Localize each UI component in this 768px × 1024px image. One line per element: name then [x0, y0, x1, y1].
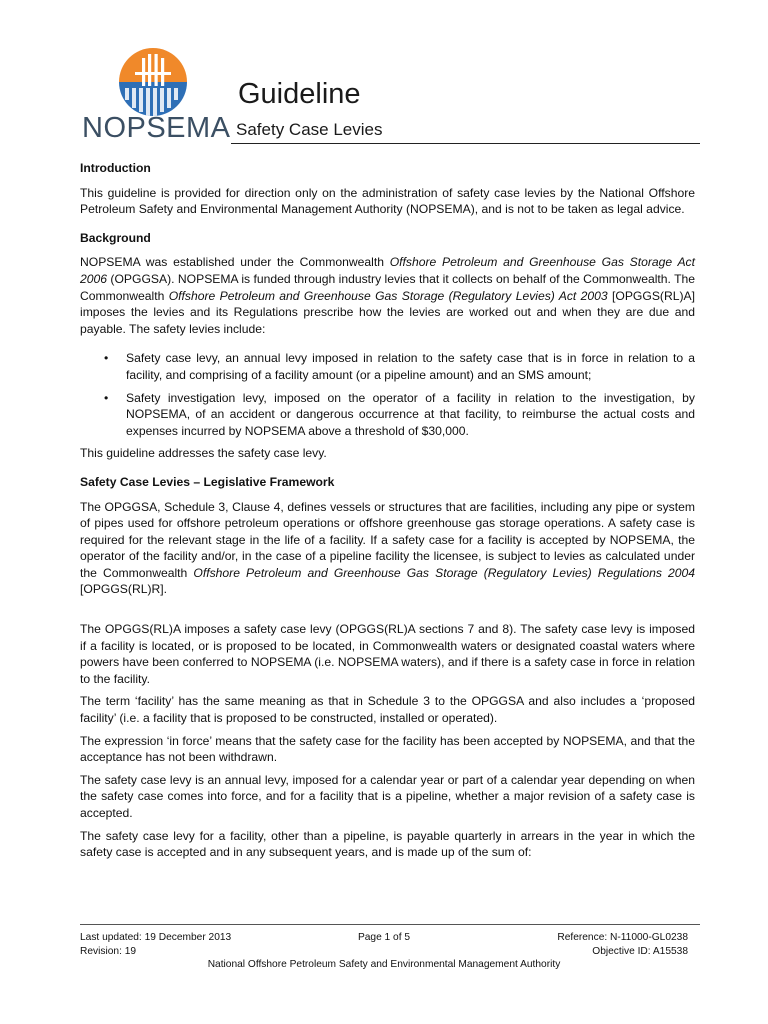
objective-id: Objective ID: A15538	[592, 945, 688, 957]
framework-paragraph-5: The safety case levy is an annual levy, imposed for a calendar year or part of a calendar year depending on when the safety case comes into force, and for a facility that is a pipeline, whether a major revision of a safety case is accepted.	[80, 772, 695, 820]
logo-wordmark: NOPSEMA	[82, 112, 231, 144]
nopsema-emblem-icon	[119, 48, 187, 116]
document-title: Guideline	[238, 78, 361, 110]
intro-heading: Introduction	[80, 161, 151, 175]
last-updated: Last updated: 19 December 2013	[80, 932, 232, 943]
title-underline	[231, 143, 700, 144]
list-item: • Safety case levy, an annual levy imposed in relation to the safety case that is in force in relation to a facility, and comprising of a facility amount (or a pipeline amount) and an SMS amount;	[104, 351, 695, 382]
nopsema-logo	[82, 48, 231, 144]
framework-paragraph-2: The OPGGS(RL)A imposes a safety case levy (OPGGS(RL)A sections 7 and 8). The safety case levy is imposed if a facility is located, or is proposed to be located, in Commonwealth waters or designated coastal waters where powers have been conferred to NOPSEMA (i.e. NOPSEMA waters), and if there is a safety case in force in relation to the facility.	[80, 622, 695, 686]
framework-paragraph-6: The safety case levy for a facility, other than a pipeline, is payable quarterly in arrears in the year in which the safety case is accepted and in any subsequent years, and is made up of the sum of:	[80, 828, 695, 860]
bullet-icon: •	[104, 351, 109, 366]
document-body	[80, 160, 695, 861]
list-item: • Safety investigation levy, imposed on the operator of a facility in relation to the investigation, by NOPSEMA, of an accident or dangerous occurrence at that facility, to reimburse the actual costs and expenses incurred by NOPSEMA above a threshold of $30,000.	[104, 390, 695, 438]
intro-paragraph: This guideline is provided for direction only on the administration of safety case levies by the National Offshore Petroleum Safety and Environmental Management Authority (NOPSEMA), and is not to be taken as legal advice.	[80, 185, 695, 217]
bullet-icon: •	[104, 390, 109, 405]
framework-paragraph-1: The OPGGSA, Schedule 3, Clause 4, defines vessels or structures that are facilities, including any pipe or system of pipes used for offshore petroleum operations or offshore greenhouse gas storage operations. A safety case is required for the relevant stage in the life of a facility. If a safety case for a facility is accepted by NOPSEMA, the operator of the facility and/or, in the case of a pipeline facility the licensee, is subject to levies as calculated under the Commonwealth Offshore Petroleum and Greenhouse Gas Storage (Regulatory Levies) Regulations 2004 [OPGGS(RL)R].	[80, 499, 695, 597]
reference-number: Reference: N-11000-GL0238	[557, 932, 688, 943]
background-paragraph-1: NOPSEMA was established under the Commonwealth Offshore Petroleum and Greenhouse Gas Storage Act 2006 (OPGGSA). NOPSEMA is funded through industry levies that it collects on behalf of the Commonwealth. The Commonwealth Offshore Petroleum and Greenhouse Gas Storage (Regulatory Levies) Act 2003 [OPGGS(RL)A] imposes the levies and its Regulations prescribe how the levies are worked out and when they are due and payable. The safety levies include:	[80, 255, 695, 336]
levy-list	[80, 350, 695, 439]
framework-heading: Safety Case Levies – Legislative Framework	[80, 474, 335, 489]
authority-name: National Offshore Petroleum Safety and Environmental Management Authority	[207, 959, 561, 970]
revision: Revision: 19	[80, 945, 137, 957]
footer-divider	[80, 924, 700, 925]
page-footer	[80, 931, 688, 972]
framework-paragraph-4: The expression ‘in force’ means that the safety case for the facility has been accepted by NOPSEMA, and that the acceptance has not been withdrawn.	[80, 733, 695, 765]
background-paragraph-2: This guideline addresses the safety case levy.	[80, 446, 327, 461]
framework-paragraph-3: The term ‘facility’ has the same meaning as that in Schedule 3 to the OPGGSA and also includes a ‘proposed facility’ (i.e. a facility that is proposed to be constructed, installed or operated).	[80, 694, 695, 726]
background-heading: Background	[80, 230, 151, 245]
document-subtitle: Safety Case Levies	[236, 120, 383, 139]
page-number: Page 1 of 5	[357, 932, 411, 943]
